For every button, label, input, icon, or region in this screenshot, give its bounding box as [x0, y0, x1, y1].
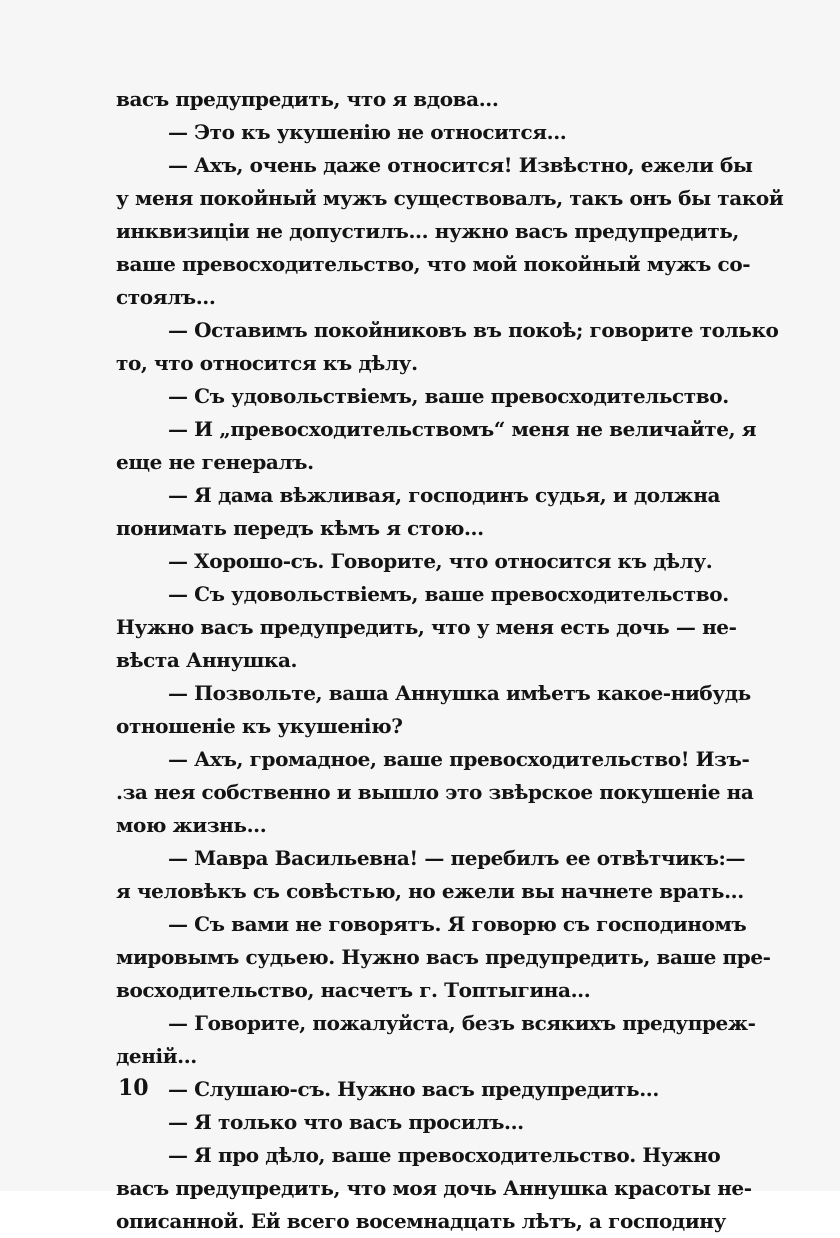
- text-line: — Позвольте, ваша Аннушка имѣетъ какое-нибудь: [168, 681, 751, 705]
- text-line: — Я про дѣло, ваше превосходительство. Нужно: [168, 1143, 721, 1167]
- text-line: ваше превосходительство, что мой покойный мужъ со-: [116, 252, 751, 276]
- text-line: инквизиціи не допустилъ... нужно васъ предупредить,: [116, 219, 739, 243]
- text-line: — Хорошо-съ. Говорите, что относится къ дѣлу.: [168, 549, 713, 573]
- text-line: понимать передъ кѣмъ я стою...: [116, 516, 484, 540]
- text-line: вѣста Аннушка.: [116, 648, 298, 672]
- text-line: отношеніе къ укушенію?: [116, 714, 403, 738]
- text-line: — Ахъ, громадное, ваше превосходительство! Изъ-: [168, 747, 750, 771]
- text-line: восходительство, насчетъ г. Топтыгина...: [116, 978, 591, 1002]
- text-line: стоялъ...: [116, 285, 216, 309]
- text-line: .за нея собственно и вышло это звѣрское покушеніе на: [116, 780, 754, 804]
- text-line: — Это къ укушенію не относится...: [168, 120, 567, 144]
- text-line: — Оставимъ покойниковъ въ покоѣ; говорите только: [168, 318, 779, 342]
- text-line: — Ахъ, очень даже относится! Извѣстно, ежели бы: [168, 153, 753, 177]
- text-line: — Съ вами не говорятъ. Я говорю съ господиномъ: [168, 912, 747, 936]
- text-line: васъ предупредить, что я вдова...: [116, 87, 499, 111]
- text-line: деній...: [116, 1044, 197, 1068]
- text-line: у меня покойный мужъ существовалъ, такъ онъ бы такой: [116, 186, 784, 210]
- text-line: васъ предупредить, что моя дочь Аннушка красоты не-: [116, 1176, 752, 1200]
- page-text: [116, 83, 784, 1238]
- text-line: то, что относится къ дѣлу.: [116, 351, 418, 375]
- text-line: — Съ удовольствіемъ, ваше превосходительство.: [168, 582, 729, 606]
- text-line: описанной. Ей всего восемнадцать лѣтъ, а господину: [116, 1209, 726, 1233]
- text-line: мою жизнь...: [116, 813, 267, 837]
- text-line: — Говорите, пожалуйста, безъ всякихъ предупреж-: [168, 1011, 756, 1035]
- text-line: — Я только что васъ просилъ...: [168, 1110, 524, 1134]
- text-line: — Съ удовольствіемъ, ваше превосходительство.: [168, 384, 729, 408]
- text-line: я человѣкъ съ совѣстью, но ежели вы начнете врать...: [116, 879, 744, 903]
- page-number: 10: [118, 1075, 149, 1101]
- text-line: — И „превосходительствомъ“ меня не величайте, я: [168, 417, 757, 441]
- text-line: — Я дама вѣжливая, господинъ судья, и должна: [168, 483, 720, 507]
- text-line: Нужно васъ предупредить, что у меня есть дочь — не-: [116, 615, 737, 639]
- text-line: — Мавра Васильевна! — перебилъ ее отвѣтчикъ:—: [168, 846, 746, 870]
- text-line: еще не генералъ.: [116, 450, 314, 474]
- text-line: — Слушаю-съ. Нужно васъ предупредить...: [168, 1077, 659, 1101]
- text-line: мировымъ судьею. Нужно васъ предупредить, ваше пре-: [116, 945, 771, 969]
